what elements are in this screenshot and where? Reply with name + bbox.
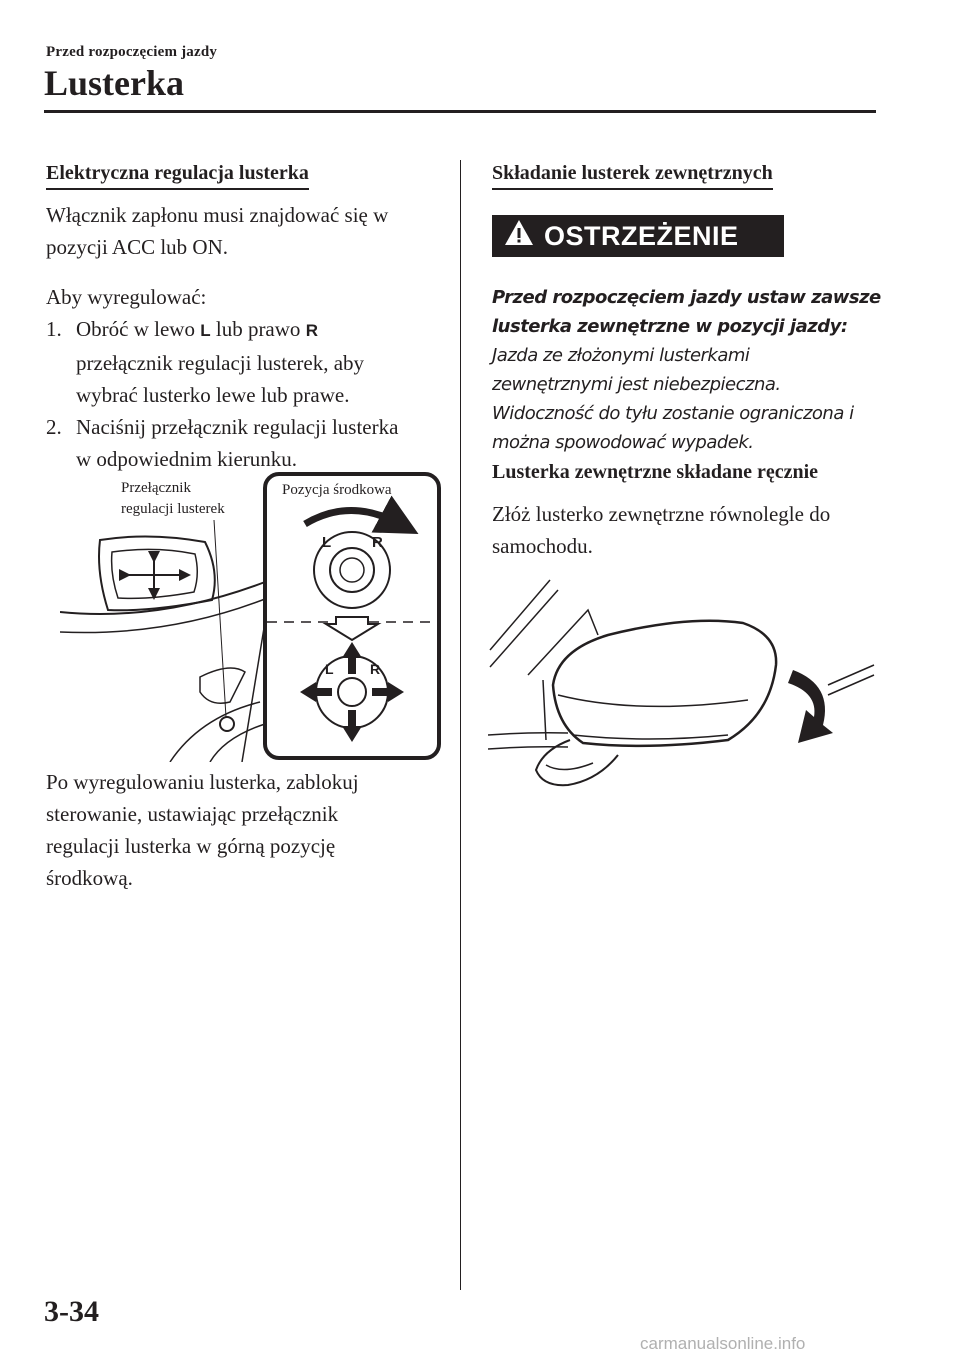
- mirror-switch-illustration: [60, 462, 445, 762]
- knob-l-label: L: [325, 661, 334, 677]
- warning-badge: [492, 215, 784, 257]
- warning-bold-line: Przed rozpoczęciem jazdy ustaw zawsze: [492, 287, 881, 308]
- breadcrumb: Przed rozpoczęciem jazdy: [46, 44, 218, 60]
- steps-list: [46, 313, 451, 475]
- after-line: sterowanie, ustawiając przełącznik: [46, 802, 339, 826]
- step-text: Naciśnij przełącznik regulacji lusterka: [76, 415, 399, 439]
- warning-icon: [504, 219, 534, 253]
- step-number: 1.: [46, 317, 62, 341]
- page-title: Lusterka: [44, 63, 185, 103]
- step-text: lub prawo: [215, 317, 301, 341]
- figure-label-line: Przełącznik: [121, 480, 191, 496]
- warning-line: Jazda ze złożonymi lusterkami: [492, 345, 750, 366]
- step-number: 2.: [46, 415, 62, 439]
- instruction-paragraph: [492, 498, 892, 562]
- after-paragraph: [46, 766, 446, 894]
- warning-line: Widoczność do tyłu zostanie ograniczona i: [492, 403, 854, 424]
- warning-line: zewnętrznymi jest niebezpieczna.: [492, 374, 781, 395]
- list-item: [46, 313, 451, 411]
- mirror-fold-figure: [488, 575, 878, 805]
- column-divider: [460, 160, 461, 1290]
- figure-label-center: Pozycja środkowa: [282, 482, 392, 498]
- switch-l-glyph: L: [200, 321, 211, 340]
- knob-r-label: R: [370, 661, 381, 677]
- mirror-switch-figure: [60, 462, 445, 762]
- step-text: przełącznik regulacji lusterek, aby: [76, 351, 365, 375]
- knob-r-label: R: [372, 534, 383, 551]
- subheading-manual-fold: Lusterka zewnętrzne składane ręcznie: [492, 461, 819, 483]
- step-text: w odpowiednim kierunku.: [76, 447, 298, 471]
- warning-label: OSTRZEŻENIE: [544, 220, 739, 251]
- step-text: Obróć w lewo: [76, 317, 195, 341]
- instruction-line: samochodu.: [492, 534, 593, 558]
- knob-l-label: L: [322, 534, 332, 551]
- warning-line: można spowodować wypadek.: [492, 432, 754, 453]
- intro-line: Włącznik zapłonu musi znajdować się w: [46, 203, 389, 227]
- instruction-line: Złóż lusterko zewnętrzne równolegle do: [492, 502, 831, 526]
- section-heading-electric-adjustment: Elektryczna regulacja lusterka: [46, 162, 309, 190]
- page-number: 3-34: [44, 1295, 99, 1328]
- after-line: środkową.: [46, 866, 133, 890]
- after-line: Po wyregulowaniu lusterka, zablokuj: [46, 770, 359, 794]
- step-text: wybrać lusterko lewe lub prawe.: [76, 383, 350, 407]
- section-heading-folding: Składanie lusterek zewnętrznych: [492, 162, 773, 190]
- warning-bold-line: lusterka zewnętrzne w pozycji jazdy:: [492, 316, 848, 337]
- switch-r-glyph: R: [305, 321, 318, 340]
- howto-text: Aby wyregulować:: [46, 285, 207, 309]
- figure-label-line: regulacji lusterek: [121, 501, 225, 517]
- mirror-fold-illustration: [488, 575, 878, 805]
- warning-text: [492, 283, 882, 457]
- footer-watermark: carmanualsonline.info: [640, 1334, 806, 1353]
- intro-paragraph: [46, 199, 446, 263]
- after-line: regulacji lusterka w górną pozycję: [46, 834, 336, 858]
- intro-line: pozycji ACC lub ON.: [46, 235, 228, 259]
- title-divider: [44, 110, 876, 113]
- figure-label-switch: [121, 478, 225, 520]
